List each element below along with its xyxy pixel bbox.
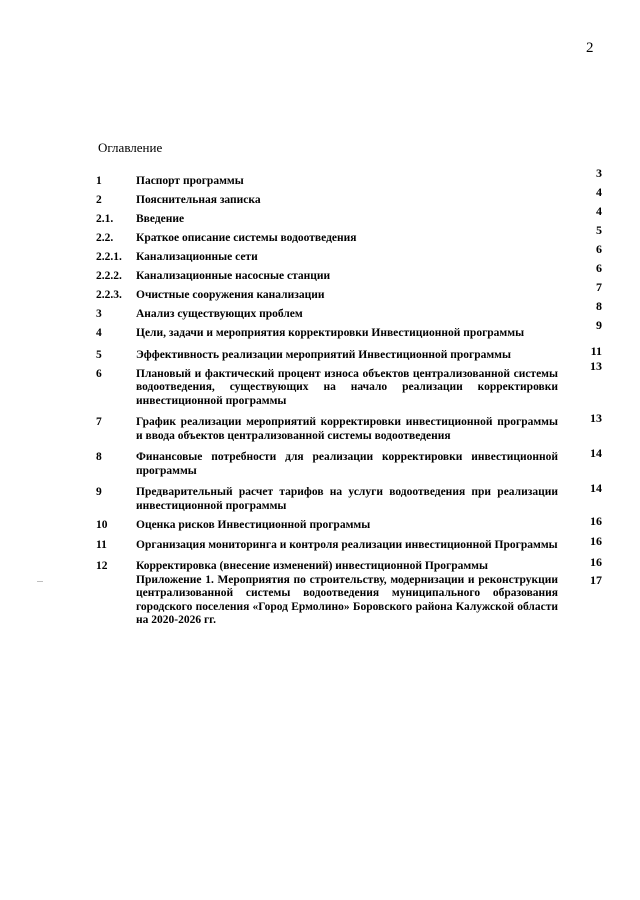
toc-entry[interactable] bbox=[96, 280, 602, 303]
toc-entry-page: 7 bbox=[596, 280, 602, 294]
toc-entry-title: Цели, задачи и мероприятия корректировки Инвестиционной программы bbox=[136, 327, 525, 339]
toc-entry[interactable] bbox=[96, 242, 602, 265]
toc-entry[interactable] bbox=[96, 515, 602, 533]
toc-entry-number: 6 bbox=[96, 367, 102, 380]
toc-entry-page: 16 bbox=[590, 555, 602, 569]
toc-entry-number: 2.2.2. bbox=[96, 270, 122, 282]
toc-entry-number: 11 bbox=[96, 538, 107, 551]
toc-entry-number: 7 bbox=[96, 416, 102, 428]
toc-entry-title: Очистные сооружения канализации bbox=[136, 289, 325, 301]
toc-entry-number: 3 bbox=[96, 308, 102, 320]
toc-entry-title: Предварительный расчет тарифов на услуги водоотведения при реализации инвестиционной программы bbox=[136, 486, 558, 512]
toc-entry-title: Оценка рисков Инвестиционной программы bbox=[136, 519, 371, 531]
toc-entry[interactable] bbox=[96, 204, 602, 227]
toc-entry-title: Канализационные сети bbox=[136, 251, 258, 263]
toc-entry[interactable] bbox=[96, 412, 602, 443]
toc-entry-page: 13 bbox=[590, 358, 602, 373]
toc-entry-page: 4 bbox=[596, 185, 602, 199]
toc-entry-number: 2.1. bbox=[96, 213, 114, 225]
toc-entry-title: Приложение 1. Мероприятия по строительству, модернизации и реконструкции централизованной системы водоотведения муниципального образования городского поселения «Город Ермолино» Боровского района Калужской области на 2020-2026 гг. bbox=[136, 573, 558, 626]
toc-entry-page: 6 bbox=[596, 261, 602, 275]
toc-entry-number: 2 bbox=[96, 194, 102, 206]
toc-entry-number: 4 bbox=[96, 327, 102, 339]
toc-entry-title: Корректировка (внесение изменений) инвестиционной Программы bbox=[136, 560, 488, 572]
toc-entry[interactable] bbox=[96, 482, 602, 513]
toc-entry[interactable] bbox=[96, 185, 602, 208]
toc-entry-number: 9 bbox=[96, 486, 102, 498]
toc-entry-number: 8 bbox=[96, 451, 102, 463]
toc-entry-page: 6 bbox=[596, 242, 602, 256]
toc-entry-title: Введение bbox=[136, 213, 185, 225]
toc-entry-number: 2.2.1. bbox=[96, 251, 122, 263]
toc-title: Оглавление bbox=[98, 140, 163, 155]
toc-entry[interactable] bbox=[96, 166, 602, 189]
toc-entry-page: 9 bbox=[596, 318, 602, 332]
toc-entry[interactable] bbox=[96, 358, 602, 409]
toc-entry-page: 14 bbox=[590, 481, 602, 495]
toc-entry[interactable] bbox=[96, 345, 602, 363]
toc-entry-page: 16 bbox=[590, 514, 602, 528]
toc-entry-title: Краткое описание системы водоотведения bbox=[136, 232, 357, 244]
table-of-contents bbox=[96, 166, 602, 628]
scan-mark: ... bbox=[37, 575, 43, 584]
toc-entry-title: Эффективность реализации мероприятий Инвестиционной программы bbox=[136, 348, 511, 361]
toc-entry[interactable] bbox=[96, 318, 602, 341]
toc-entry[interactable] bbox=[96, 299, 602, 322]
toc-entry-number: 2.2.3. bbox=[96, 289, 122, 301]
toc-entry-number: 10 bbox=[96, 519, 108, 531]
toc-entry-page: 11 bbox=[590, 343, 602, 358]
toc-entry-page: 5 bbox=[596, 223, 602, 237]
toc-entry-title: Пояснительная записка bbox=[136, 194, 261, 206]
toc-entry-page: 4 bbox=[596, 204, 602, 218]
toc-entry-number: 5 bbox=[96, 348, 102, 361]
toc-entry[interactable] bbox=[96, 556, 602, 574]
toc-entry-title: Финансовые потребности для реализации корректировки инвестиционной программы bbox=[136, 451, 558, 477]
page-number: 2 bbox=[586, 40, 594, 56]
toc-entry-number: 1 bbox=[96, 175, 102, 187]
toc-entry[interactable] bbox=[96, 223, 602, 246]
toc-entry-title: Организация мониторинга и контроля реализации инвестиционной Программы bbox=[136, 538, 558, 551]
toc-entry[interactable] bbox=[96, 447, 602, 478]
toc-entry-title: Паспорт программы bbox=[136, 175, 244, 187]
toc-entry-title: Плановый и фактический процент износа объектов централизованной системы водоотведения, существующих на начало реализации корректировки инвестиционной программы bbox=[136, 367, 558, 407]
toc-entry[interactable] bbox=[96, 574, 602, 628]
toc-entry-page: 16 bbox=[590, 533, 602, 548]
toc-entry[interactable] bbox=[96, 261, 602, 284]
toc-entry-title: График реализации мероприятий корректировки инвестиционной программы и ввода объектов централизованной системы водоотведения bbox=[136, 416, 558, 442]
toc-entry-number: 2.2. bbox=[96, 232, 114, 244]
toc-entry-page: 13 bbox=[590, 411, 602, 425]
toc-entry-page: 8 bbox=[596, 299, 602, 313]
toc-entry-page: 17 bbox=[590, 572, 602, 587]
toc-entry-number: 12 bbox=[96, 560, 108, 572]
toc-entry-page: 3 bbox=[596, 166, 602, 180]
toc-entry-title: Канализационные насосные станции bbox=[136, 270, 331, 282]
toc-entry[interactable] bbox=[96, 535, 602, 553]
toc-entry-title: Анализ существующих проблем bbox=[136, 308, 303, 320]
toc-entry-page: 14 bbox=[590, 446, 602, 460]
